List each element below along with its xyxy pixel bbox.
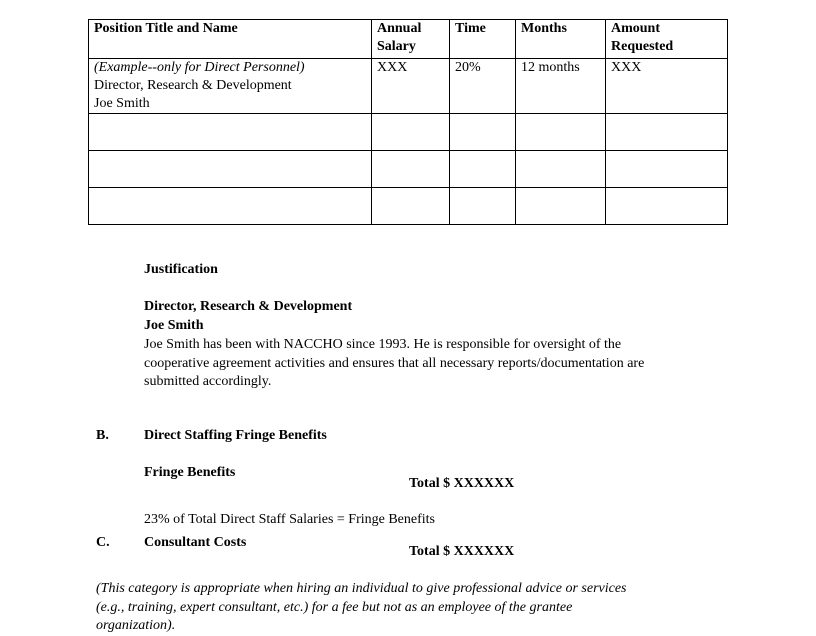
header-position: Position Title and Name (89, 20, 372, 59)
header-annual-salary (372, 20, 450, 59)
header-amount-line2: Requested (611, 39, 674, 54)
table-cell (89, 188, 372, 225)
consultant-costs-total: Total $ XXXXXX (409, 544, 515, 559)
section-c-heading: Consultant Costs (144, 535, 247, 550)
example-salary: XXX (372, 59, 450, 114)
consultant-desc-line: (This category is appropriate when hiring an individual to give professional advice or services (96, 581, 627, 596)
header-salary-line1: Annual (377, 21, 422, 36)
table-row (89, 188, 728, 225)
header-time: Time (450, 20, 516, 59)
table-cell (89, 151, 372, 188)
table-cell (516, 151, 606, 188)
justification-line: Joe Smith has been with NACCHO since 1993. He is responsible for oversight of the (144, 337, 622, 352)
table-cell (89, 114, 372, 151)
consultant-desc-line: (e.g., training, expert consultant, etc.) for a fee but not as an employee of the grantee (96, 599, 573, 615)
example-note: (Example--only for Direct Personnel) (94, 60, 305, 75)
example-months: 12 months (516, 59, 606, 114)
table-row (89, 114, 728, 151)
staff-salary-table (88, 19, 728, 225)
table-cell (450, 114, 516, 151)
table-cell (372, 151, 450, 188)
justification-title: Director, Research & Development (144, 299, 353, 314)
example-name: Joe Smith (94, 96, 150, 111)
fringe-benefits-label: Fringe Benefits (144, 465, 236, 480)
table-cell (606, 188, 728, 225)
example-position-cell (89, 59, 372, 114)
fringe-benefits-total: Total $ XXXXXX (409, 476, 515, 491)
justification-text (144, 336, 644, 392)
example-time: 20% (450, 59, 516, 114)
table-row (89, 59, 728, 114)
justification-line: submitted accordingly. (144, 374, 272, 389)
table-cell (450, 188, 516, 225)
consultant-desc-line: organization). (96, 618, 176, 633)
table-header-row (89, 20, 728, 59)
section-b-heading: Direct Staffing Fringe Benefits (144, 428, 327, 443)
table-cell (606, 151, 728, 188)
example-title: Director, Research & Development (94, 78, 292, 93)
table-cell (372, 188, 450, 225)
table-cell (606, 114, 728, 151)
table-cell (516, 188, 606, 225)
section-c-letter: C. (96, 535, 110, 550)
header-amount-requested (606, 20, 728, 59)
section-b-letter: B. (96, 428, 109, 443)
table-cell (372, 114, 450, 151)
justification-heading: Justification (144, 262, 218, 277)
justification-line: cooperative agreement activities and ensures that all necessary reports/documentation are (144, 355, 645, 371)
header-salary-line2: Salary (377, 39, 416, 54)
table-cell (450, 151, 516, 188)
consultant-costs-description (96, 580, 627, 636)
fringe-benefits-note: 23% of Total Direct Staff Salaries = Fringe Benefits (144, 512, 435, 527)
header-months: Months (516, 20, 606, 59)
table-row (89, 151, 728, 188)
example-amount: XXX (606, 59, 728, 114)
table-cell (516, 114, 606, 151)
header-amount-line1: Amount (611, 21, 661, 36)
justification-name: Joe Smith (144, 318, 204, 333)
